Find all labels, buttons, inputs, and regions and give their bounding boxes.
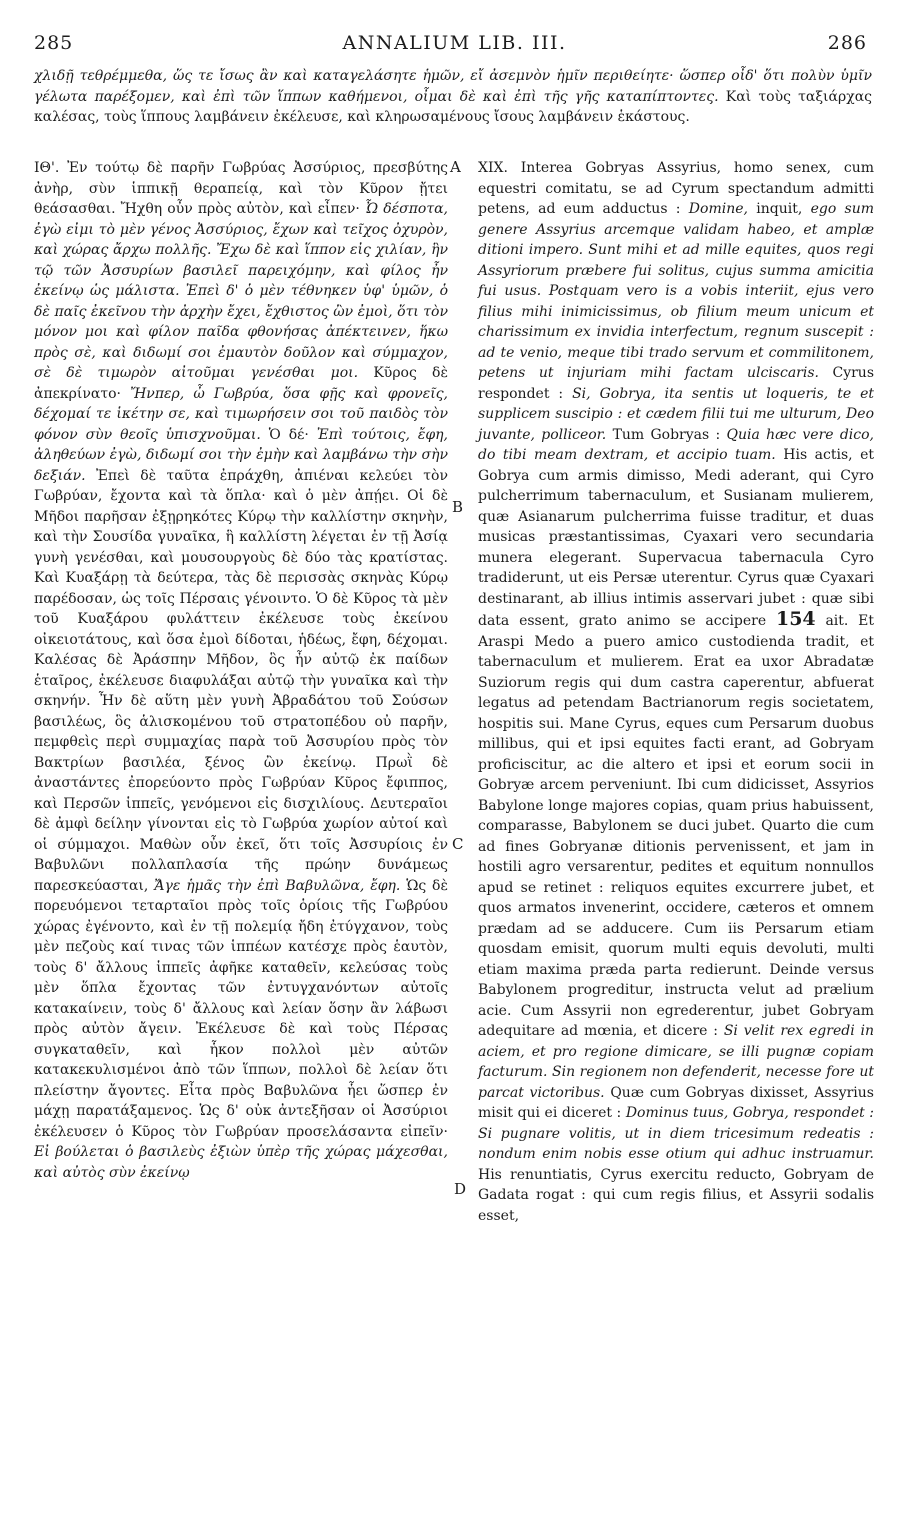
- greek-text-2: Κῦρος δὲ ἀπεκρίνατο·: [34, 365, 448, 402]
- greek-speech-4: Ἄγε ἡμᾶς τὴν ἐπὶ Βαβυλῶνα, ἔφη.: [154, 877, 401, 894]
- greek-speech-1: Ὦ δέσποτα, ἐγὼ εἰμι τὸ μὲν γένος Ἀσσύριος, ἔχων καὶ τεῖχος ὀχυρὸν, καὶ χώρας ἄρχω πολλῆς. Ἔχω δὲ καὶ ἵππον εἰς χιλίαν, ἣν τῷ τῶν Ἀσσυρίων βασιλεῖ παρειχόμην, καὶ φίλος ἦν ἐκείνῳ ὡς μάλιστα. Ἐπεὶ δ' ὁ μὲν τέθνηκεν ὑφ' ὑμῶν, ὁ δὲ παῖς ἐκεῖνου τὴν ἀρχὴν ἔχει, ἔχθιστος ὢν ἐμοὶ, ὅτι τὸν μόνον μοι καὶ φίλον παῖδα φθονήσας ἀπέκτεινεν, ἥκω πρὸς σὲ, καὶ διδωμί σοι ἐμαυτὸν δοῦλον καὶ σύμμαχον, σὲ δὲ τιμωρὸν αἰτοῦμαι γενέσθαι μοι.: [34, 201, 449, 381]
- margin-letter-a: A: [450, 158, 461, 176]
- greek-text-3: Ὁ δέ·: [268, 426, 309, 443]
- latin-speech-6: Dominus tuus, Gobrya, respondet : Si pugnare volitis, ut in diem tricesimum redeatis : nondum enim nobis esse otium qui adhuc instruamur.: [478, 1105, 875, 1162]
- latin-speech-4: Quia hæc vere dico, do tibi meam dextram, et accipio tuam.: [478, 426, 874, 463]
- marginal-page-reference: 154: [775, 608, 816, 630]
- page-header: [0, 32, 909, 62]
- running-title: ANNALIUM LIB. III.: [342, 32, 567, 54]
- margin-letter-c: C: [452, 835, 464, 853]
- page-number-left: 285: [34, 32, 74, 54]
- latin-speech-2: ego sum genere Assyrius arcemque validam habeo, et amplæ ditioni impero. Sunt mihi et ad mille equites, quos regi Assyriorum præbere fui solitus, cujus summa amicitia fui usus. Postquam vero is a vobis interiit, ejus vero filius mihi inimicissimus, ob filium meum unicum et charissimum ex invidia interfectum, regnum suscepit : ad te venio, meque tibi trado servum et commilitonem, petens ut injuriam mihi factam ulciscaris.: [478, 201, 875, 381]
- greek-speech-3: Ἐπὶ τούτοις, ἔφη, ἀληθεύων ἐγὼ, διδωμί σοι τὴν ἐμὴν καὶ λαμβάνω τὴν σὴν δεξιάν.: [34, 426, 448, 484]
- latin-speech-3: Si, Gobrya, ita sentis ut loqueris, te et supplicem suscipio : et cædem filii tui me ulturum, Deo juvante, polliceor.: [478, 385, 874, 443]
- latin-text-2: inquit,: [756, 201, 803, 217]
- latin-column: [478, 158, 874, 1226]
- latin-text-7: Quæ cum Gobryas dixisset, Assyrius misit qui ei diceret :: [478, 1084, 874, 1121]
- margin-letter-b: B: [452, 498, 464, 516]
- latin-text-3: Cyrus respondet :: [478, 365, 874, 402]
- latin-text-6: ait. Et Araspi Medo a puero amico custodienda tradit, et tabernaculum et mulierem. Erat ea uxor Abradatæ Suziorum regis qui dum castra caperentur, abfuerat legatus ad petendam Bactrianorum regis societatem, hospitis sui. Mane Cyrus, eques cum Persarum duobus millibus, qui et ipsi equites facti erant, ad Gobryam proficiscitur, ac die altero et ipsi et eorum socii in Gobryæ arcem perveniunt. Ibi cum didicisset, Assyrios Babylone longe majores copias, quam prius habuissent, comparasse, Babylonem se duci jubet. Quarto die cum ad fines Gobryanæ ditionis pervenissent, et jam in hostili agro versarentur, pedites et equitum nonnullos apud se retinet : reliquos equites excurrere jubet, et quos armatos invenerint, occidere, cæteros et omnem prædam ad se adducere. Cum iis Persarum etiam quosdam emisit, quorum multi equis devoluti, multi etiam maxima præda parta redierunt. Deinde versus Babylonem progreditur, instructa velut ad prælium acie. Cum Assyrii non egrederentur, jubet Gobryam adequitare ad mœnia, et dicere :: [478, 613, 875, 1039]
- greek-text-1: ΙΘ'. Ἐν τούτῳ δὲ παρῆν Γωβρύας Ἀσσύριος, πρεσβύτης ἀνὴρ, σὺν ἱππικῇ θεραπείᾳ, καὶ τὸν Κῦρον ᾔτει θεάσασθαι. Ἤχθη οὖν πρὸς αὐτὸν, καὶ εἶπεν·: [34, 160, 448, 217]
- greek-chapter-text: [34, 158, 448, 1183]
- latin-text-4: Tum Gobryas :: [612, 426, 721, 443]
- greek-text-4: Ἐπεὶ δὲ ταῦτα ἐπράχθη, ἀπιέναι κελεύει τὸν Γωβρύαν, ἔχοντα καὶ τὰ ὅπλα· καὶ ὁ μὲν ἀπῄει. Οἱ δὲ Μῆδοι παρῆσαν ἐξῃρηκότες Κύρῳ τὴν καλλίστην σκηνὴν, καὶ τὴν Σουσίδα γυναῖκα, ἣ καλλίστη λέγεται ἐν τῇ Ἀσίᾳ γυνὴ γενέσθαι, καὶ μουσουργοὺς δὲ δύο τὰς κρατίστας. Καὶ Κυαξάρῃ τὰ δεύτερα, τὰς δὲ περισσὰς σκηνὰς Κύρῳ παρέδοσαν, ὡς τοῖς Πέρσαις γένοιντο. Ὁ δὲ Κῦρος τὰ μὲν τοῦ Κυαξάρου φυλάττειν ἐκέλευσε τοὺς ἐκείνου οἰκειοτάτους, καὶ ὅσα ἐμοὶ δίδοται, ἡδέως, ἔφη, δέχομαι. Καλέσας δὲ Ἀράσπην Μῆδον, ὃς ἦν αὐτῷ ἐκ παίδων ἑταῖρος, ἐκέλευσε διαφυλάξαι αὐτῷ τὴν γυναῖκα καὶ τὴν σκηνήν. Ἦν δὲ αὕτη μὲν γυνὴ Ἀβραδάτου τοῦ Σούσων βασιλέως, ὃς ἁλισκομένου τοῦ στρατοπέδου οὐ παρῆν, πεμφθεὶς περὶ συμμαχίας παρὰ τοῦ Ἀσσυρίου πρὸς τὸν Βακτρίων βασιλέα, ξένος ὢν ἐκείνῳ. Πρωῒ δὲ ἀναστάντες ἐπορεύοντο πρὸς Γωβρύαν Κῦρος ἔφιππος, καὶ Περσῶν ἱππεῖς, γενόμενοι εἰς δισχιλίους. Δευτεραῖοι δὲ ἀμφὶ δείλην γίνονται εἰς τὸ Γωβρύα χωρίον αὐτοί καὶ οἱ σύμμαχοι. Μαθὼν οὖν ἐκεῖ, ὅτι τοῖς Ἀσσυρίοις ἐν Βαβυλῶνι πολλαπλασία τῆς πρώην δυνάμεως παρεσκεύασται,: [34, 467, 448, 894]
- greek-column: [34, 158, 448, 1183]
- latin-speech-1: Domine,: [688, 201, 748, 217]
- continuation-greek-plain: Καὶ τοὺς ταξιάρχας καλέσας, τοὺς ἵππους λαμβάνειν ἐκέλευσε, καὶ κληρωσαμένους ἴσους λαμβάνειν ἑκάστους.: [34, 88, 872, 125]
- latin-chapter-text: [478, 158, 874, 1226]
- latin-text-8: His renuntiatis, Cyrus exercitu reducto, Gobryam de Gadata rogat : qui cum regis filius, et Assyrii sodalis esset,: [478, 1166, 874, 1224]
- margin-letter-d: D: [454, 1180, 467, 1198]
- greek-speech-2: Ἤνπερ, ὦ Γωβρύα, ὅσα φῇς καὶ φρονεῖς, δέχομαί τε ἱκέτην σε, καὶ τιμωρήσειν σοι τοῦ παιδὸς τὸν φόνον σὺν θεοῖς ὑπισχνοῦμαι.: [34, 385, 448, 443]
- continuation-paragraph: [34, 66, 872, 128]
- greek-text-5: Ὡς δὲ πορευόμενοι τεταρταῖοι πρὸς τοῖς ὁρίοις τῆς Γωβρύου χώρας ἐγένοντο, καὶ ἐν τῇ πολεμίᾳ ἤδη ἐτύγχανον, τοὺς μὲν πεζοὺς καί τινας τῶν ἱππέων κατέσχε πρὸς ἑαυτὸν, τοὺς δ' ἄλλους ἱππεῖς ἀφῆκε καταθεῖν, κελεύσας τοὺς μὲν ὅπλα ἔχοντας τῶν ἐντυγχανόντων αὐτοῖς κατακαίνειν, τοὺς δ' ἄλλους καὶ λείαν ὅσην ἂν λάβωσι πρὸς αὐτὸν ἄγειν. Ἐκέλευσε δὲ καὶ τοὺς Πέρσας συγκαταθεῖν, καὶ ἧκον πολλοὶ μὲν αὐτῶν κατακεκυλισμένοι ἀπὸ τῶν ἵππων, πολλοὶ δὲ λείαν ὅτι πλείστην ἄγοντες. Εἶτα πρὸς Βαβυλῶνα ἧει ὥσπερ ἐν μάχῃ παρατάξαμενος. Ὡς δ' οὐκ ἀντεξῆσαν οἱ Ἀσσύριοι ἐκέλευσεν ὁ Κῦρος τὸν Γωβρύαν προσελάσαντα εἰπεῖν·: [34, 877, 448, 1140]
- page-number-right: 286: [827, 32, 867, 54]
- latin-speech-5: Si velit rex egredi in aciem, et pro regione dimicare, se illi pugnæ copiam facturum. Sin regionem non defenderit, necesse fore ut parcat victoribus.: [478, 1023, 874, 1101]
- greek-speech-5: Εἰ βούλεται ὁ βασιλεὺς ἐξιὼν ὑπὲρ τῆς χώρας μάχεσθαι, καὶ αὐτὸς σὺν ἐκείνῳ: [34, 1144, 448, 1181]
- latin-text-1: XIX. Interea Gobryas Assyrius, homo senex, cum equestri comitatu, se ad Cyrum spectandum admitti petens, ad eum adductus :: [478, 160, 874, 217]
- latin-text-5: His actis, et Gobrya cum armis dimisso, Medi aderant, qui Cyro pulcherrimum tabernaculum, et Susianam mulierem, quæ Asianarum pulcherrima fuisse traditur, et duas musicas præstantissimas, Cyaxari vero secundaria munera elegerant. Supervacua tabernacula Cyro tradiderunt, ut eis Persæ uterentur. Cyrus quæ Cyaxari destinarant, ab illius intimis asservari jubet : quæ sibi data essent, grato animo se accipere: [478, 447, 875, 629]
- continuation-greek-italic: χλιδῇ τεθρέμμεθα, ὥς τε ἴσως ἂν καὶ καταγελάσητε ἡμῶν, εἴ ἀσεμνὸν ἡμῖν περιθείητε· ὥσπερ οἶδ' ὅτι πολὺν ὑμῖν γέλωτα παρέξομεν, καὶ ἐπὶ τῶν ἵππων καθήμενοι, οἶμαι δὲ καὶ ἐπὶ τῆς γῆς καταπίπτοντες.: [34, 68, 872, 105]
